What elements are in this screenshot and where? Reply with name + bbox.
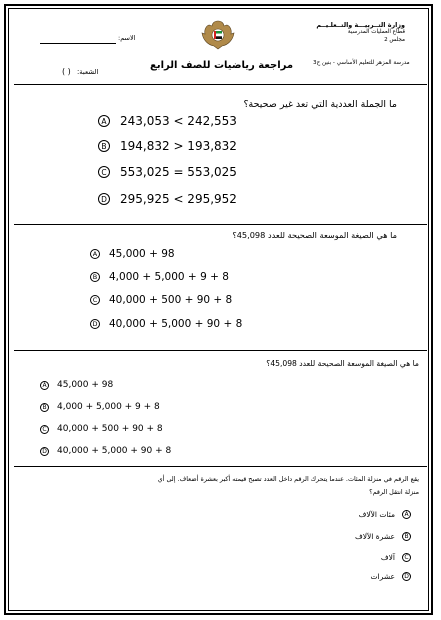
ministry-name: وزارة التــربيـــة والتــعلـيــم xyxy=(316,21,405,29)
question-text: ما هي الصيغة الموسعة الصحيحة للعدد 45,098؟ xyxy=(266,359,419,368)
option-text: 40,000 + 500 + 90 + 8 xyxy=(57,424,163,434)
option-text: عشرات xyxy=(370,572,395,581)
school-name: مدرسة المزهر للتعليم الأساسي - بنين ح3 xyxy=(313,60,410,66)
option-letter: D xyxy=(40,447,49,456)
option-b[interactable] xyxy=(98,139,237,153)
option-letter: C xyxy=(98,166,110,178)
section-blank: ( ) xyxy=(62,67,71,76)
sector-name: قطاع العمليات المدرسية xyxy=(347,29,405,36)
option-c[interactable] xyxy=(98,165,237,179)
question-text-line-2: منزلة انتقل الرقم؟ xyxy=(369,488,419,496)
option-text: 45,000 + 98 xyxy=(109,248,175,260)
section-label: الشعبة: xyxy=(76,68,99,76)
option-letter: C xyxy=(402,553,411,562)
option-letter: D xyxy=(402,572,411,581)
option-letter: B xyxy=(402,532,411,541)
option-letter: B xyxy=(98,140,110,152)
name-label: الاسم: xyxy=(118,34,136,42)
question-divider xyxy=(14,224,427,225)
option-letter: D xyxy=(98,193,110,205)
option-d[interactable] xyxy=(98,192,237,206)
option-text: 40,000 + 500 + 90 + 8 xyxy=(109,294,233,306)
option-text: 4,000 + 5,000 + 9 + 8 xyxy=(109,271,229,283)
option-text: 40,000 + 5,000 + 90 + 8 xyxy=(57,446,172,456)
option-letter: A xyxy=(90,249,100,259)
option-letter: B xyxy=(40,403,49,412)
question-text: ما هي الصيغة الموسعة الصحيحة للعدد 45,098؟ xyxy=(232,230,397,240)
page-title: مراجعة رياضيات للصف الرابع xyxy=(150,60,294,71)
option-text: 40,000 + 5,000 + 90 + 8 xyxy=(109,318,243,330)
option-letter: C xyxy=(40,425,49,434)
option-letter: B xyxy=(90,272,100,282)
option-a[interactable] xyxy=(98,114,237,128)
option-letter: D xyxy=(90,319,100,329)
option-text: آلاف xyxy=(380,553,395,562)
question-text-line-1: يقع الرقم في منزلة المئات. عندما يتحرك الرقم داخل العدد تصبح قيمته أكبر بعشرة أضعاف. إلى أي xyxy=(157,475,419,483)
option-text: عشرة الآلاف xyxy=(354,532,395,541)
option-text: 45,000 + 98 xyxy=(57,380,114,390)
option-text: 194,832 > 193,832 xyxy=(120,139,237,153)
option-text: 295,925 < 295,952 xyxy=(120,192,237,206)
option-text: 553,025 = 553,025 xyxy=(120,165,237,179)
option-text: 4,000 + 5,000 + 9 + 8 xyxy=(57,402,160,412)
question-text: ما الجملة العددية التي تعد غير صحيحة؟ xyxy=(243,99,397,110)
option-letter: A xyxy=(40,381,49,390)
council-name: مجلس 2 xyxy=(384,36,405,43)
question-divider xyxy=(14,350,427,351)
option-letter: A xyxy=(402,510,411,519)
option-text: 243,053 < 242,553 xyxy=(120,114,237,128)
option-text: مئات الآلاف xyxy=(358,510,395,519)
question-divider xyxy=(14,466,427,467)
option-letter: A xyxy=(98,115,110,127)
option-letter: C xyxy=(90,295,100,305)
